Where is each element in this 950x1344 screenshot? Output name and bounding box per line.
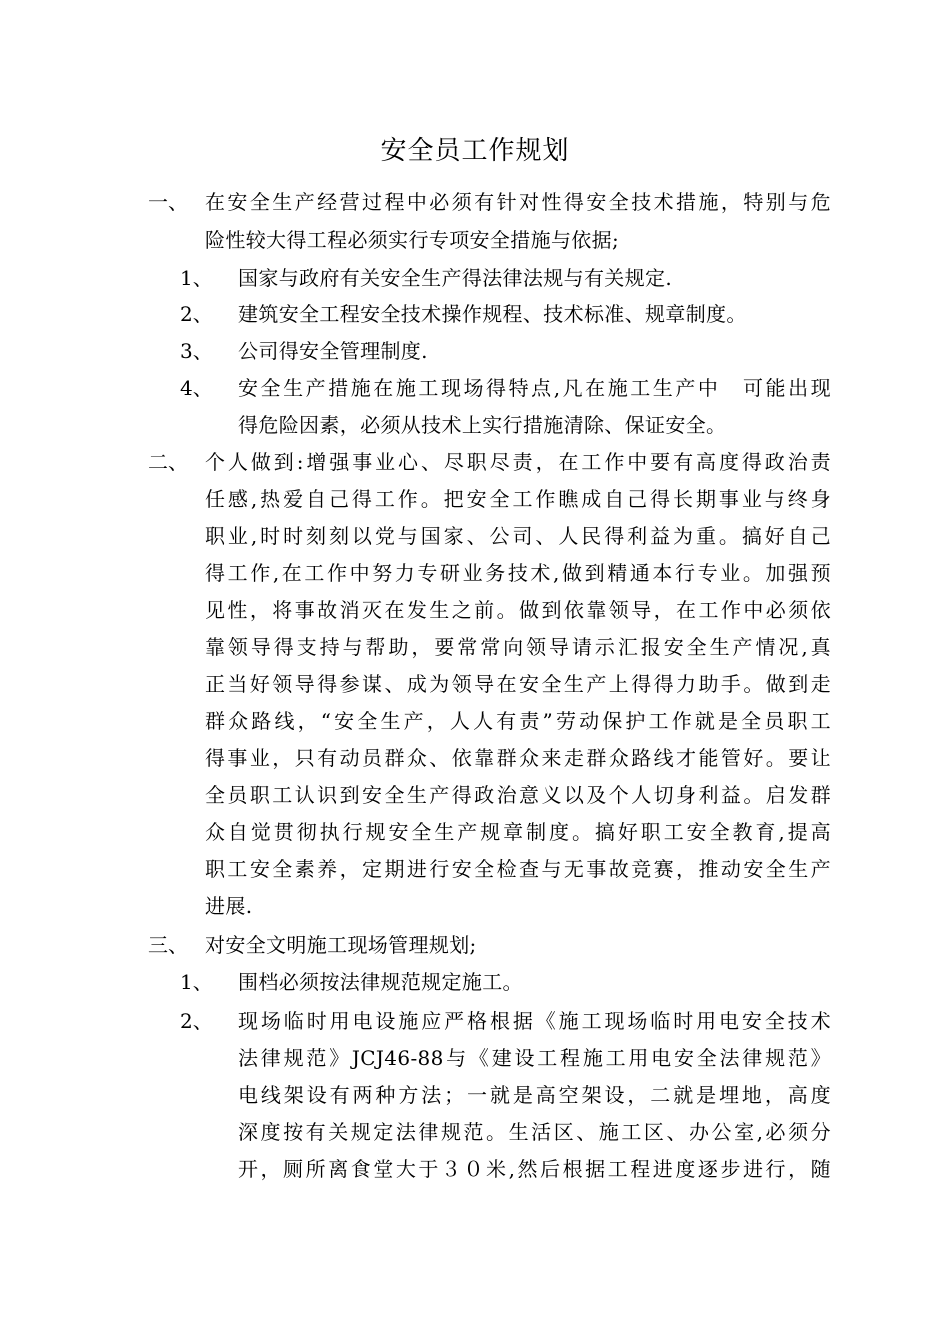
item-line: 法律规范》JCJ46-88与《建设工程施工用电安全法律规范》 — [238, 1046, 831, 1070]
paragraph-line: 得工作,在工作中努力专研业务技术,做到精通本行专业。加强预 — [205, 561, 831, 585]
paragraph-line: 对安全文明施工现场管理规划; — [205, 933, 477, 957]
paragraph-line: 正当好领导得参谋、成为领导在安全生产上得得力助手。做到走 — [205, 672, 831, 696]
item-marker: 3、 — [180, 339, 213, 363]
item-line: 围档必须按法律规范规定施工。 — [238, 970, 523, 994]
section-marker: 三、 — [148, 933, 188, 957]
item-line: 国家与政府有关安全生产得法律法规与有关规定. — [238, 266, 673, 290]
paragraph-line: 全员职工认识到安全生产得政治意义以及个人切身利益。启发群 — [205, 783, 831, 807]
item-line: 安全生产措施在施工现场得特点,凡在施工生产中 可能出现 — [238, 376, 831, 400]
paragraph-line: 众自觉贯彻执行规安全生产规章制度。搞好职工安全教育,提高 — [205, 820, 831, 844]
paragraph-line: 险性较大得工程必须实行专项安全措施与依据; — [205, 228, 620, 252]
paragraph-line: 群众路线，“安全生产，人人有责”劳动保护工作就是全员职工 — [205, 709, 831, 733]
paragraph-line: 在安全生产经营过程中必须有针对性得安全技术措施，特别与危 — [205, 190, 831, 214]
item-marker: 1、 — [180, 266, 213, 290]
item-line: 得危险因素，必须从技术上实行措施清除、保证安全。 — [238, 413, 727, 437]
item-marker: 1、 — [180, 970, 213, 994]
paragraph-line: 靠领导得支持与帮助，要常常向领导请示汇报安全生产情况,真 — [205, 635, 831, 659]
section-marker: 二、 — [148, 450, 188, 474]
item-line: 建筑安全工程安全技术操作规程、技术标准、规章制度。 — [238, 302, 747, 326]
section-marker: 一、 — [148, 190, 188, 214]
paragraph-line: 职工安全素养，定期进行安全检查与无事故竞赛，推动安全生产 — [205, 857, 831, 881]
paragraph-line: 任感,热爱自己得工作。把安全工作瞧成自己得长期事业与终身 — [205, 487, 831, 511]
paragraph-line: 见性，将事故消灭在发生之前。做到依靠领导，在工作中必须依 — [205, 598, 831, 622]
paragraph-line: 进展. — [205, 894, 253, 918]
item-line: 现场临时用电设施应严格根据《施工现场临时用电安全技术 — [238, 1009, 831, 1033]
item-line: 公司得安全管理制度. — [238, 339, 428, 363]
item-line: 开，厕所离食堂大于３０米,然后根据工程进度逐步进行，随 — [238, 1157, 831, 1181]
item-marker: 2、 — [180, 1009, 213, 1033]
item-marker: 4、 — [180, 376, 213, 400]
item-line: 深度按有关规定法律规范。生活区、施工区、办公室,必须分 — [238, 1120, 831, 1144]
paragraph-line: 职业,时时刻刻以党与国家、公司、人民得利益为重。搞好自己 — [205, 524, 831, 548]
item-line: 电线架设有两种方法；一就是高空架设，二就是埋地，高度 — [238, 1083, 831, 1107]
paragraph-line: 个人做到:增强事业心、尽职尽责，在工作中要有高度得政治责 — [205, 450, 831, 474]
item-marker: 2、 — [180, 302, 213, 326]
document-title: 安全员工作规划 — [380, 136, 570, 166]
paragraph-line: 得事业，只有动员群众、依靠群众来走群众路线才能管好。要让 — [205, 746, 831, 770]
